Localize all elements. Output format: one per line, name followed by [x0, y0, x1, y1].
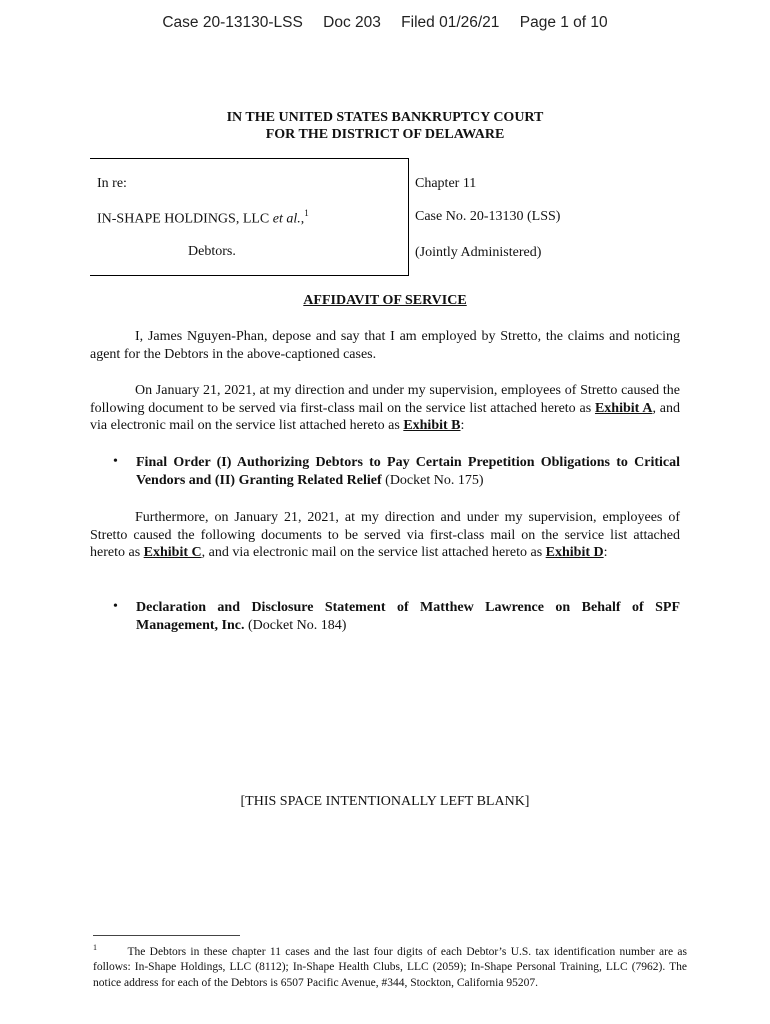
footnote-reference: 1 [304, 208, 309, 218]
bullet-icon: • [113, 599, 118, 614]
comma: , [300, 211, 305, 227]
caption-chapter: Chapter 11 [415, 176, 477, 191]
exhibit-d: Exhibit D [545, 545, 604, 560]
bullet-2-title: Declaration and Disclosure Statement of Matthew Lawrence on Behalf of SPF Management, Inc. [136, 600, 680, 633]
paragraph-2-text: On January 21, 2021, at my direction and under my supervision, employees of Stretto caused the following document to be served via first-class mail on the service list attached hereto as [90, 383, 680, 416]
paragraph-3 [90, 509, 680, 562]
exhibit-b: Exhibit B [403, 418, 461, 433]
bullet-item-1 [136, 454, 680, 489]
paragraph-3-end: : [603, 545, 608, 560]
footnote-mark: 1 [93, 943, 97, 952]
paragraph-3-text: Furthermore, on January 21, 2021, at my direction and under my supervision, employees of Stretto caused the following documents to be served via first-class mail on the service list attached hereto as [90, 510, 680, 560]
exhibit-a: Exhibit A [594, 400, 653, 416]
paragraph-2-end: : [460, 418, 465, 433]
paragraph-2 [90, 382, 680, 435]
doc-number-header: Doc 203 [323, 14, 381, 31]
filed-date-header: Filed 01/26/21 [401, 14, 500, 31]
page-number-header: Page 1 of 10 [519, 14, 608, 31]
caption-case-no: Case No. 20-13130 (LSS) [415, 209, 561, 224]
bullet-item-2 [136, 599, 680, 634]
caption-in-re: In re: [97, 176, 127, 191]
caption-debtors: Debtors. [188, 244, 236, 259]
document-title: AFFIDAVIT OF SERVICE [303, 293, 467, 308]
page-header [0, 14, 770, 32]
et-al: et al. [272, 211, 301, 227]
bullet-2-docket: (Docket No. 184) [244, 617, 347, 633]
exhibit-c: Exhibit C [143, 545, 202, 560]
caption-jointly-administered: (Jointly Administered) [415, 245, 542, 260]
paragraph-3-mid: , and via electronic mail on the service list attached hereto as [201, 545, 546, 560]
footnote [93, 940, 687, 991]
paragraph-2-mid: , and via electronic mail on the service list attached hereto as [90, 400, 680, 433]
caption-debtor-name [97, 209, 309, 228]
debtor-name: IN-SHAPE HOLDINGS, LLC [97, 211, 270, 227]
bullet-icon: • [113, 454, 118, 469]
court-heading-line2: FOR THE DISTRICT OF DELAWARE [265, 127, 505, 142]
bullet-1-title: Final Order (I) Authorizing Debtors to Pay Certain Prepetition Obligations to Critical Vendors and (II) Granting Related Relief [136, 455, 680, 488]
case-number-header: Case 20-13130-LSS [162, 14, 303, 31]
court-heading [0, 109, 770, 143]
court-heading-line1: IN THE UNITED STATES BANKRUPTCY COURT [226, 110, 544, 125]
footnote-divider [93, 935, 240, 936]
blank-space-notice: [THIS SPACE INTENTIONALLY LEFT BLANK] [240, 794, 530, 809]
paragraph-1: I, James Nguyen-Phan, depose and say that I am employed by Stretto, the claims and noticing agent for the Debtors in the above-captioned cases. [90, 329, 680, 362]
footnote-text: The Debtors in these chapter 11 cases and the last four digits of each Debtor’s U.S. tax identification number are as follows: In-Shape Holdings, LLC (8112); In-Shape Health Clubs, LLC (2059); In-Shape Personal Training, LLC (7962). The notice address for each of the Debtors is 6507 Pacific Avenue, #344, Stockton, California 95207. [93, 945, 687, 989]
bullet-1-docket: (Docket No. 175) [381, 472, 484, 488]
